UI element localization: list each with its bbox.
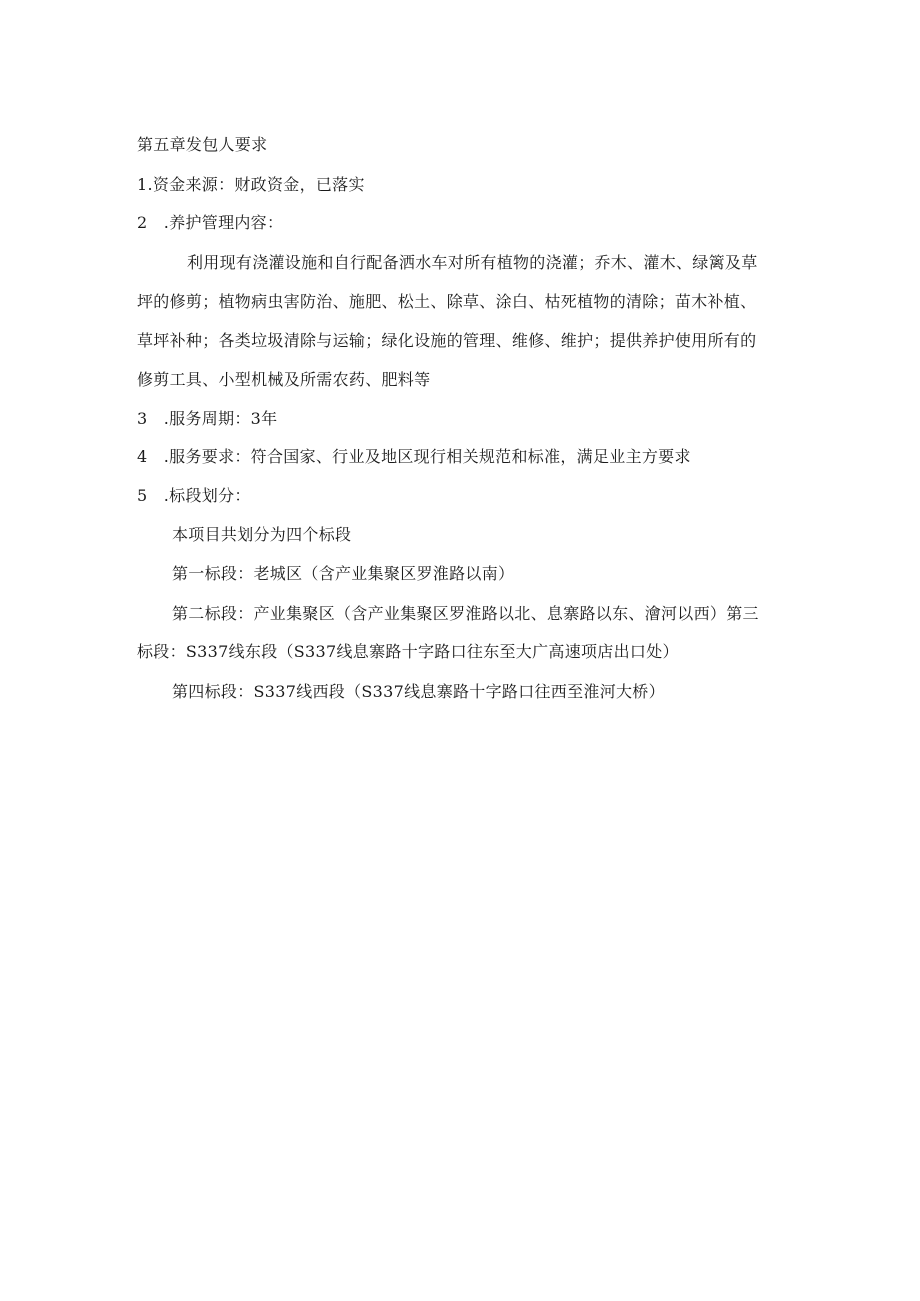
item-section-division: 5 .标段划分：	[137, 486, 251, 505]
paragraph-line: 坪的修剪；植物病虫害防治、施肥、松土、除草、涂白、枯死植物的清除；苗木补植、	[137, 292, 757, 311]
item-funding-source: 1.资金来源：财政资金，已落实	[137, 175, 365, 194]
item-service-period: 3 .服务周期：3年	[137, 409, 278, 428]
chapter-title: 第五章发包人要求	[137, 135, 268, 154]
paragraph-line: 修剪工具、小型机械及所需农药、肥料等	[137, 370, 431, 389]
section-2-line-1: 第二标段：产业集聚区（含产业集聚区罗淮路以北、息寨路以东、澮河以西）第三	[172, 604, 759, 623]
item-service-requirements: 4 .服务要求：符合国家、行业及地区现行相关规范和标准，满足业主方要求	[137, 447, 691, 466]
section-1: 第一标段：老城区（含产业集聚区罗淮路以南）	[172, 564, 515, 583]
item-maintenance-content: 2 .养护管理内容：	[137, 213, 284, 232]
section-intro: 本项目共划分为四个标段	[172, 525, 352, 544]
section-4: 第四标段：S337线西段（S337线息寨路十字路口往西至淮河大桥）	[172, 682, 665, 701]
section-2-line-2: 标段：S337线东段（S337线息寨路十字路口往东至大广高速项店出口处）	[137, 642, 679, 661]
paragraph-line: 草坪补种；各类垃圾清除与运输；绿化设施的管理、维修、维护；提供养护使用所有的	[137, 331, 757, 350]
paragraph-line: 利用现有浇灌设施和自行配备洒水车对所有植物的浇灌；乔木、灌木、绿篱及草	[187, 253, 758, 272]
